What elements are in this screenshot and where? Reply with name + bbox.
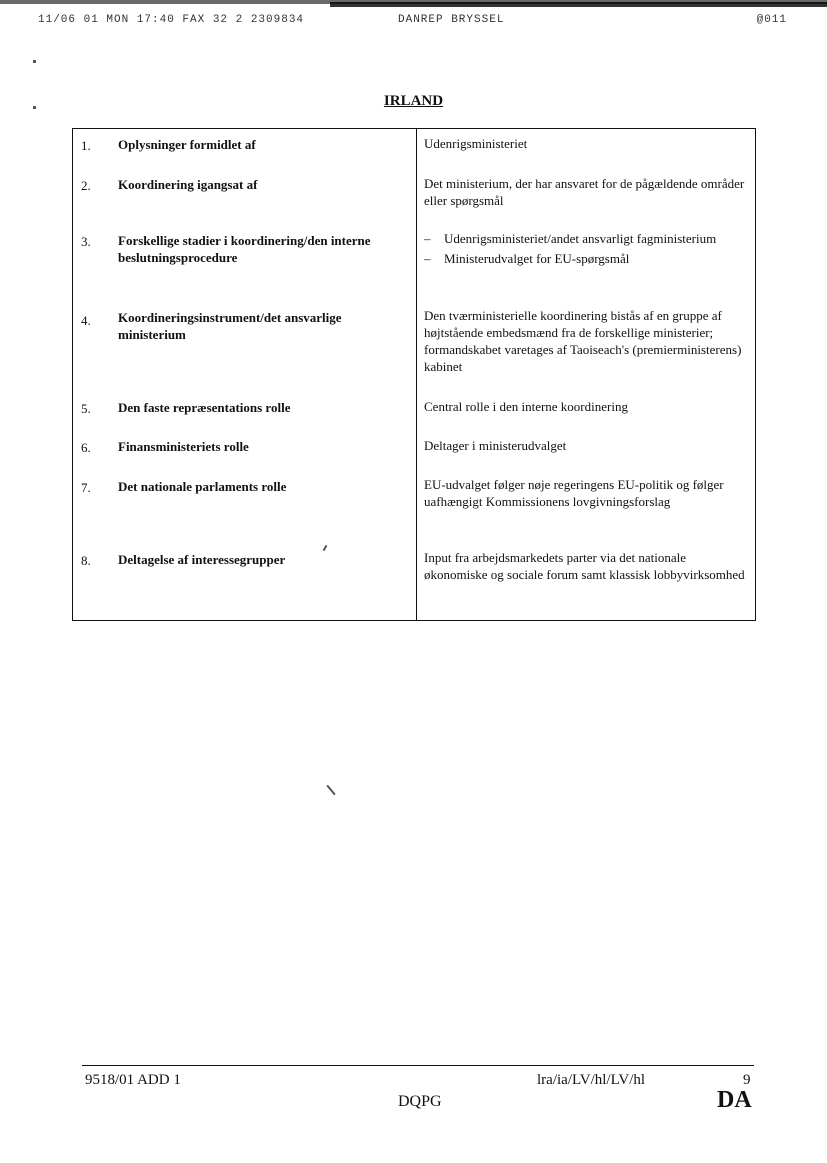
row-number: 5. bbox=[81, 401, 91, 416]
row-number: 1. bbox=[81, 138, 91, 153]
row-label: Den faste repræsentations rolle bbox=[118, 400, 291, 415]
dash-bullet: – bbox=[424, 251, 431, 266]
list-item bbox=[424, 250, 749, 267]
row-label: Koordinering igangsat af bbox=[118, 177, 258, 192]
scan-speck bbox=[326, 785, 335, 795]
row-number: 4. bbox=[81, 313, 91, 328]
list-item-text: Ministerudvalget for EU-spørgsmål bbox=[444, 251, 630, 266]
row-answer: Udenrigsministeriet bbox=[424, 136, 528, 151]
fax-header bbox=[38, 14, 787, 30]
row-answer: Deltager i ministerudvalget bbox=[424, 438, 567, 453]
page-title: IRLAND bbox=[383, 93, 444, 109]
author-code: lra/ia/LV/hl/LV/hl bbox=[537, 1072, 646, 1088]
page-number: 9 bbox=[743, 1072, 751, 1088]
row-label: Oplysninger formidlet af bbox=[118, 137, 256, 152]
language-code: DA bbox=[717, 1087, 752, 1113]
row-answer-list bbox=[424, 230, 749, 270]
coordination-table bbox=[72, 128, 756, 621]
fax-header-center: DANREP BRYSSEL bbox=[398, 14, 505, 26]
row-number: 3. bbox=[81, 234, 91, 249]
row-answer: Input fra arbejdsmarkedets parter via det nationale økonomiske og sociale forum samt klassisk lobbyvirksomhed bbox=[424, 550, 745, 582]
document-reference: 9518/01 ADD 1 bbox=[85, 1072, 181, 1088]
fax-header-right: @011 bbox=[756, 14, 787, 26]
row-label: Koordineringsinstrument/det ansvarlige ministerium bbox=[118, 310, 342, 342]
scan-speck bbox=[33, 106, 36, 109]
department-code: DQPG bbox=[398, 1093, 442, 1110]
row-label: Deltagelse af interessegrupper bbox=[118, 552, 286, 567]
column-divider bbox=[416, 129, 417, 620]
row-answer: Den tværministerielle koordinering bistås af en gruppe af højtstående embedsmænd fra de forskellige ministerier; formandskabet varetages af Taoiseach's (premierministerens) kabinet bbox=[424, 308, 742, 374]
row-label: Finansministeriets rolle bbox=[118, 439, 249, 454]
row-number: 7. bbox=[81, 480, 91, 495]
fax-header-left: 11/06 01 MON 17:40 FAX 32 2 2309834 bbox=[38, 14, 305, 26]
scan-speck bbox=[33, 60, 36, 63]
row-label: Forskellige stadier i koordinering/den interne beslutningsprocedure bbox=[118, 233, 371, 265]
list-item bbox=[424, 230, 749, 247]
footer-rule bbox=[82, 1065, 754, 1066]
row-number: 2. bbox=[81, 178, 91, 193]
fax-top-rule-bold bbox=[330, 2, 827, 7]
row-answer: EU-udvalget følger nøje regeringens EU-politik og følger uafhængigt Kommissionens lovgivningsforslag bbox=[424, 477, 724, 509]
row-label: Det nationale parlaments rolle bbox=[118, 479, 287, 494]
row-number: 8. bbox=[81, 553, 91, 568]
row-number: 6. bbox=[81, 440, 91, 455]
row-answer: Det ministerium, der har ansvaret for de pågældende områder eller spørgsmål bbox=[424, 176, 745, 208]
row-answer: Central rolle i den interne koordinering bbox=[424, 399, 628, 414]
dash-bullet: – bbox=[424, 231, 431, 246]
list-item-text: Udenrigsministeriet/andet ansvarligt fagministerium bbox=[444, 231, 717, 246]
